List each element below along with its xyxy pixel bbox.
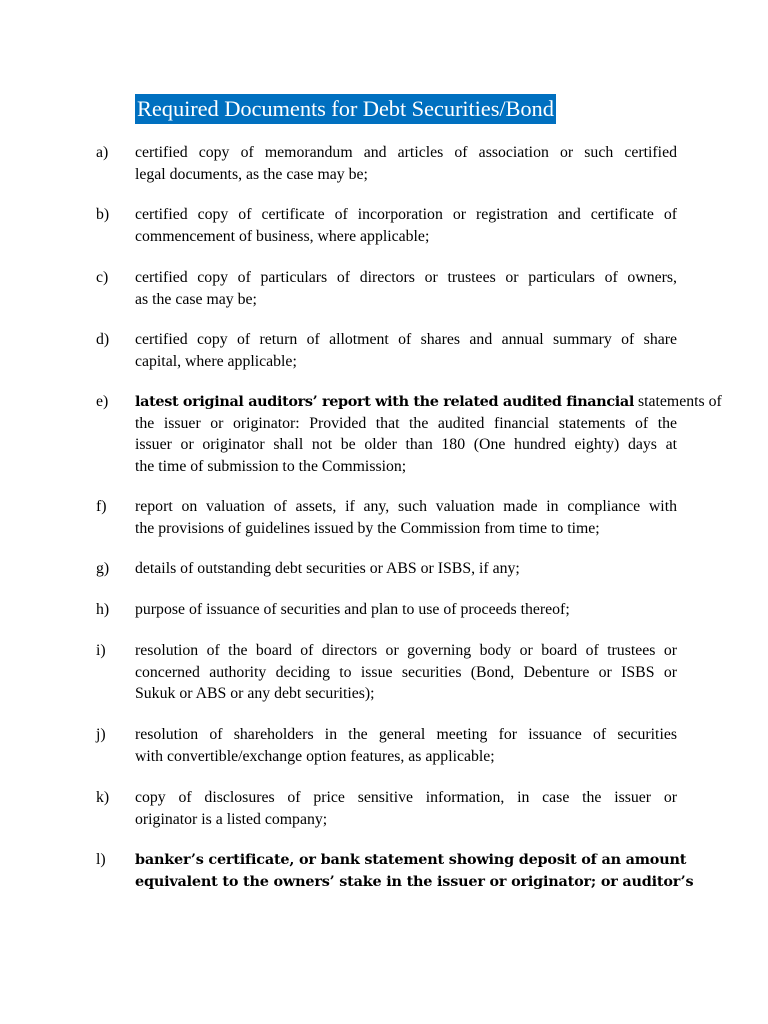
item-line: copy of disclosures of price sensitive information, in case the issuer or <box>135 789 677 806</box>
item-line: banker’s certificate, or bank statement showing deposit of an amount <box>135 851 687 868</box>
item-text <box>135 329 677 372</box>
item-marker: l) <box>96 851 106 868</box>
item-line: the time of submission to the Commission; <box>135 457 407 475</box>
item-line: certified copy of certificate of incorporation or registration and certificate of <box>135 206 677 223</box>
item-text <box>135 849 694 892</box>
item-marker: c) <box>96 269 109 286</box>
item-line: the provisions of guidelines issued by the Commission from time to time; <box>135 519 600 537</box>
item-line: resolution of shareholders in the general meeting for issuance of securities <box>135 726 677 743</box>
item-line <box>135 391 722 413</box>
item-line: report on valuation of assets, if any, such valuation made in compliance with <box>135 498 677 515</box>
document-title: Required Documents for Debt Securities/Bond <box>135 94 556 124</box>
item-line: certified copy of return of allotment of shares and annual summary of share <box>135 331 677 348</box>
item-line: resolution of the board of directors or governing body or board of trustees or <box>135 642 677 659</box>
title-container <box>135 94 556 126</box>
item-line: capital, where applicable; <box>135 352 297 370</box>
item-line: certified copy of particulars of directors or trustees or particulars of owners, <box>135 269 677 286</box>
item-text <box>135 558 677 580</box>
item-marker: k) <box>96 789 110 806</box>
item-marker: h) <box>96 601 110 618</box>
item-line: Sukuk or ABS or any debt securities); <box>135 685 375 702</box>
item-text <box>135 142 677 185</box>
item-text <box>135 267 677 310</box>
item-marker: g) <box>96 560 110 577</box>
item-line: issuer or originator shall not be older than 180 (One hundred eighty) days at <box>135 436 677 453</box>
item-text <box>135 204 677 247</box>
item-line: concerned authority deciding to issue securities (Bond, Debenture or ISBS or <box>135 663 677 681</box>
item-line: commencement of business, where applicable; <box>135 227 430 245</box>
item-text <box>135 391 722 477</box>
item-marker: e) <box>96 393 109 410</box>
item-marker: a) <box>96 144 109 161</box>
item-line: as the case may be; <box>135 290 257 308</box>
item-text <box>135 496 677 539</box>
item-line: originator is a listed company; <box>135 810 328 828</box>
bold-phrase: latest original auditors’ report with the related audited financial <box>135 393 635 410</box>
item-line: legal documents, as the case may be; <box>135 165 368 183</box>
item-line: certified copy of memorandum and articles of association or such certified <box>135 144 677 161</box>
item-marker: f) <box>96 498 107 515</box>
item-text <box>135 787 677 830</box>
item-marker: j) <box>96 726 106 743</box>
item-line: equivalent to the owners’ stake in the issuer or originator; or auditor’s <box>135 872 694 890</box>
item-line: with convertible/exchange option features, as applicable; <box>135 747 495 765</box>
item-line-rest: statements of <box>634 393 722 410</box>
item-text <box>135 640 677 705</box>
item-line: the issuer or originator: Provided that the audited financial statements of the <box>135 414 677 432</box>
item-text <box>135 599 677 621</box>
item-marker: d) <box>96 331 110 348</box>
item-marker: b) <box>96 206 110 223</box>
item-marker: i) <box>96 642 106 659</box>
item-line: details of outstanding debt securities or ABS or ISBS, if any; <box>135 560 520 577</box>
item-line: purpose of issuance of securities and plan to use of proceeds thereof; <box>135 601 570 618</box>
item-text <box>135 724 677 767</box>
